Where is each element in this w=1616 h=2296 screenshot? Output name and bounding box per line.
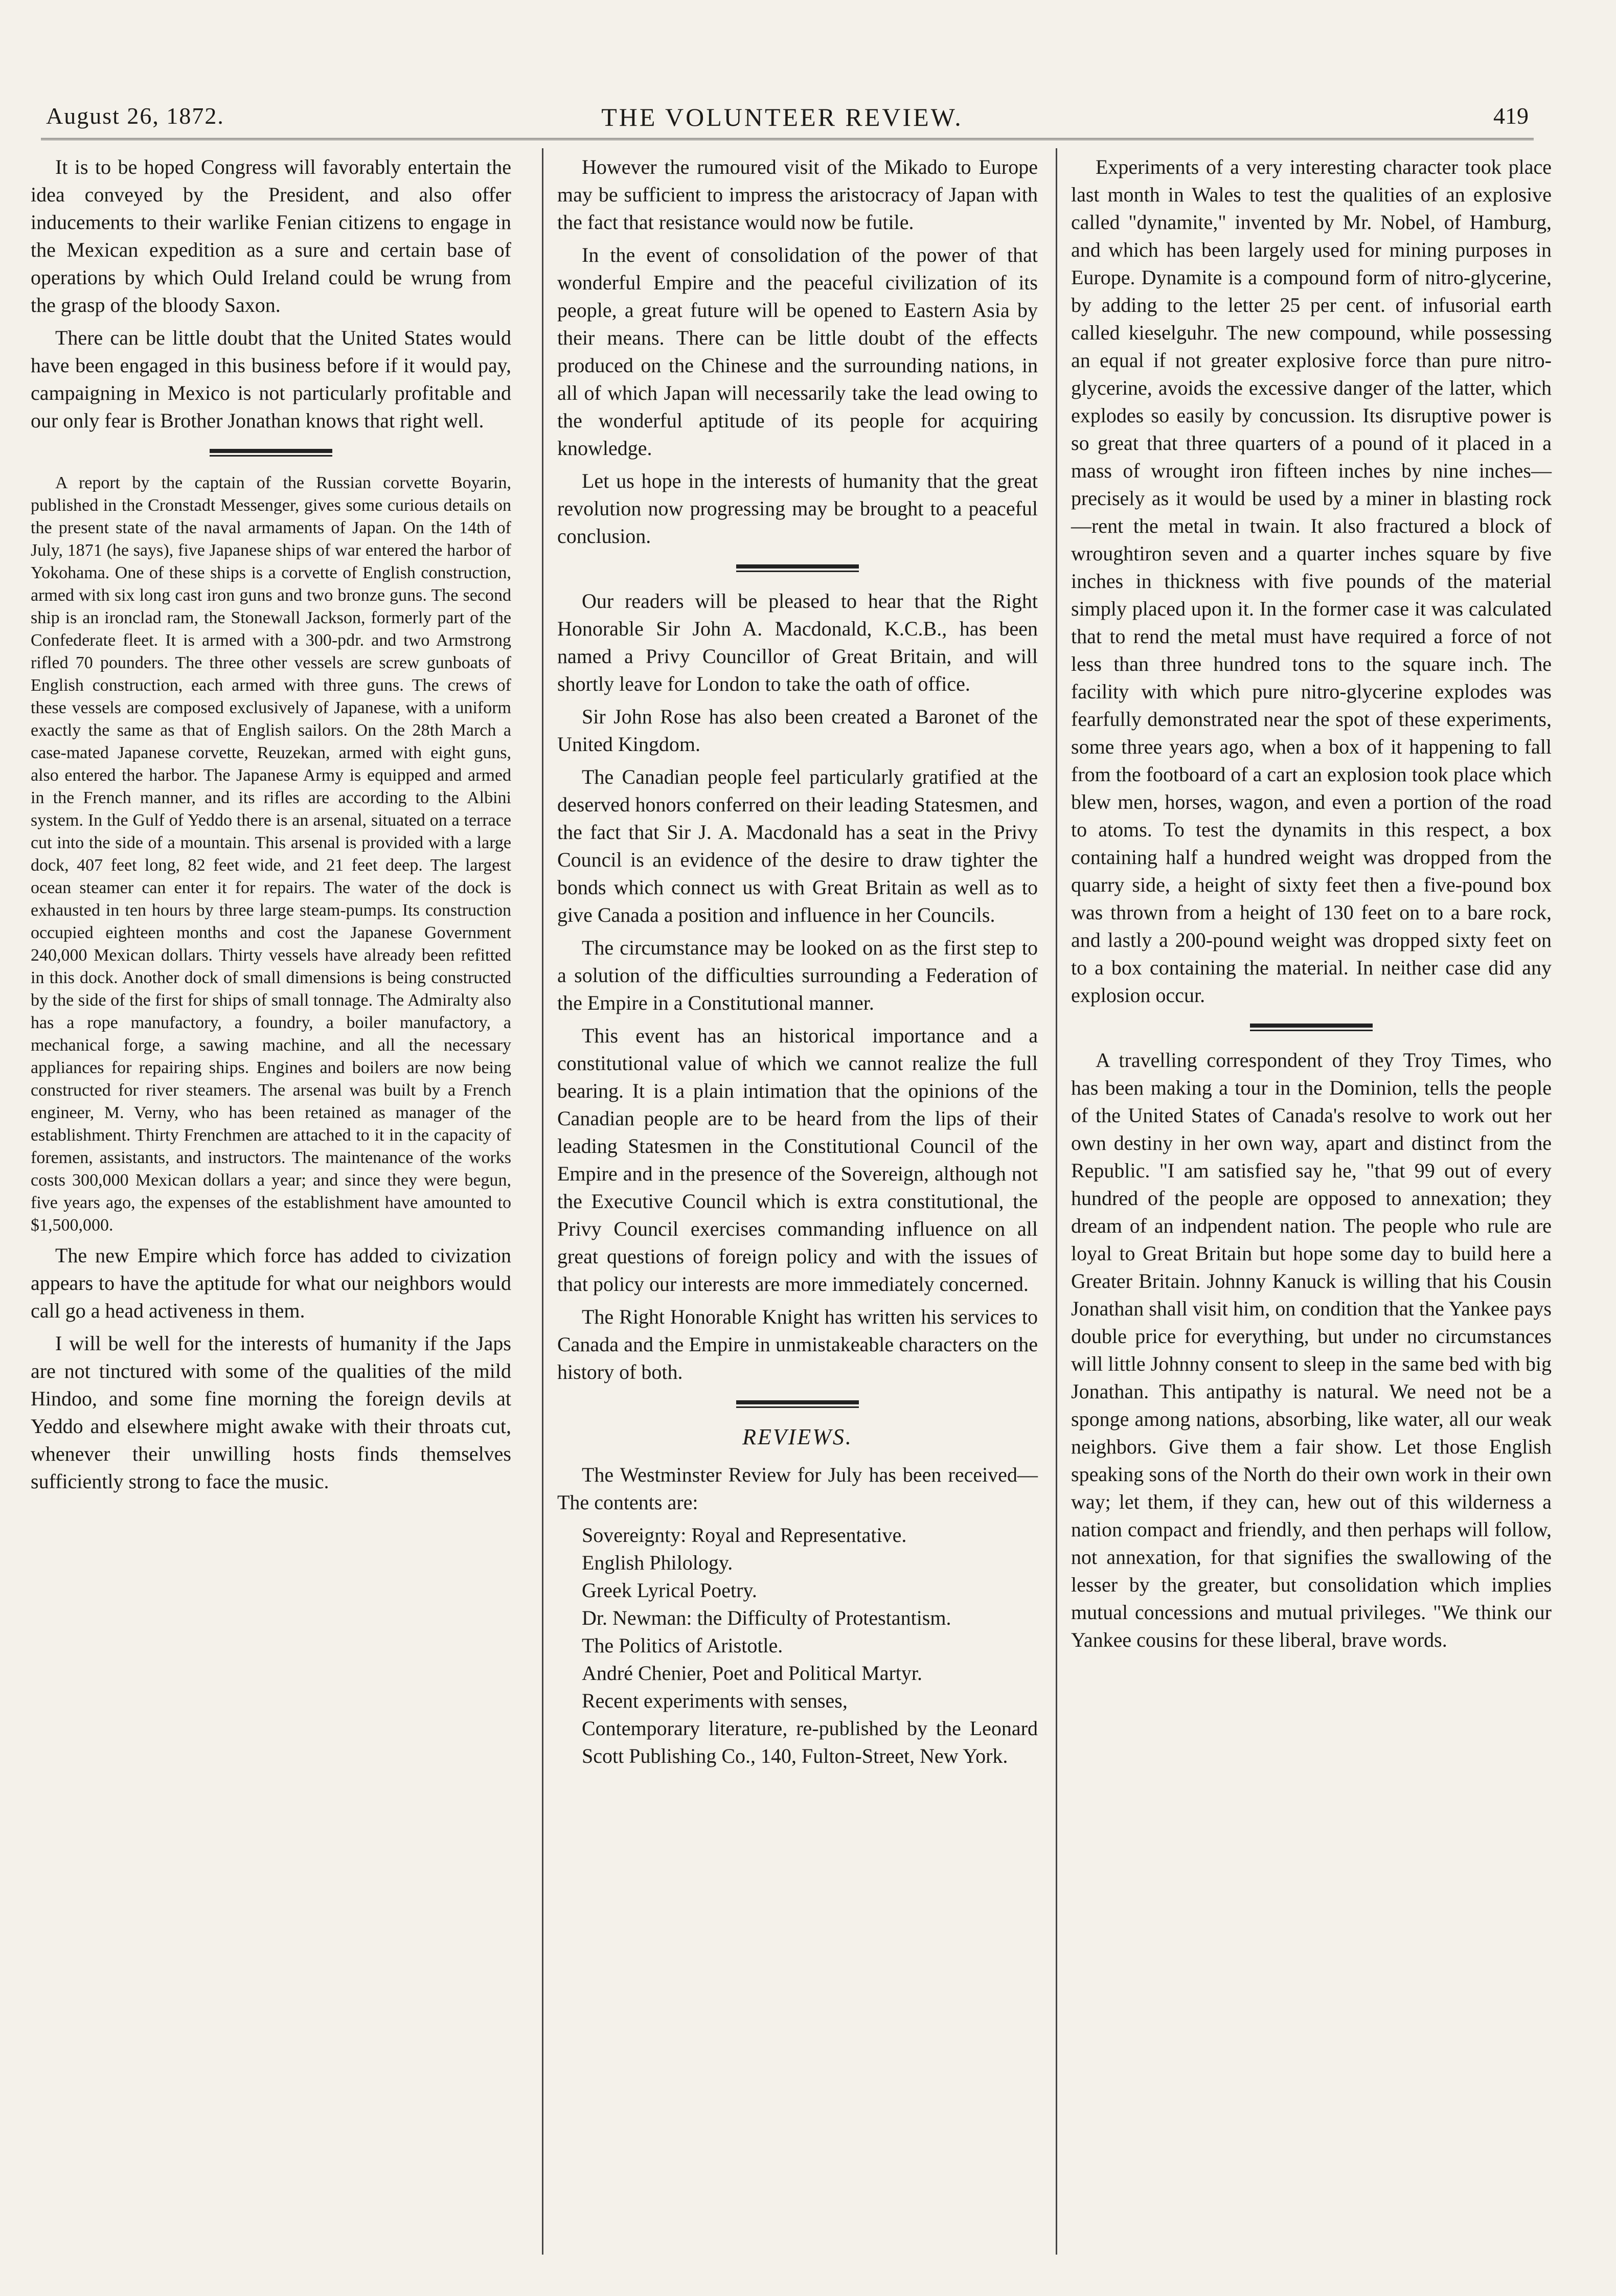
newspaper-title: THE VOLUNTEER REVIEW. — [601, 103, 963, 131]
paragraph: Experiments of a very interesting character took place last month in Wales to test the qualities of an explosive called "dynamite," invented by Mr. Nobel, of Hamburg, and which has been largely used for mining purposes in Europe. Dynamite is a compound form of nitro-glycerine, by adding to the letter 25 per cent. of infusorial earth called kieselguhr. The new compound, while possessing an equal if not greater explosive force than pure nitro-glycerine, avoids the excessive danger of the latter, which explodes so easily by concussion. Its disruptive power is so great that three quarters of a pound of it placed in a mass of wrought iron fifteen inches by nine inches—precisely as it would be used by a miner in blasting rock—rent the metal in twain. It also fractured a block of wroughtiron seven and a quarter inches square by five inches in thickness with five pounds of the material simply placed upon it. In the former case it was calculated that to rend the metal must have required a force of not less than three hundred tons to the square inch. The facility with which pure nitro-glycerine explodes was fearfully demonstrated near the spot of these experiments, some three years ago, when a box of it happening to fall from the footboard of a cart an explosion took place which blew men, horses, wagon, and even a portion of the road to atoms. To test the dynamits in this respect, a box containing half a hundred weight was dropped from the quarry side, a height of sixty feet then a five-pound box was thrown from a height of 130 feet on to a bare rock, and lastly a 200-pound weight was dropped sixty feet on to a box containing the material. In neither case did any explosion occur. — [1071, 155, 1552, 1007]
paragraph: The circumstance may be looked on as the first step to a solution of the difficulties surrounding a Federation of the Empire in a Constitutional manner. — [557, 936, 1038, 1014]
paragraph: However the rumoured visit of the Mikado to Europe may be sufficient to impress the aristocracy of Japan with the fact that resistance would now be futile. — [557, 155, 1038, 234]
paragraph: There can be little doubt that the United States would have been engaged in this business before if it would pay, campaigning in Mexico is not particularly profitable and our only fear is Brother Jonathan knows that right well. — [31, 326, 511, 432]
header-rule — [41, 138, 1534, 140]
paragraph: This event has an historical importance and a constitutional value of which we cannot realize the full bearing. It is a plain intimation that the opinions of the Canadian people are to be heard from the lips of their leading Statesmen in the Constitutional Council of the Empire and in the presence of the Sovereign, although not the Executive Council which is extra constitutional, the Privy Council exercises commanding influence on all great questions of foreign policy and with the issues of that policy our interests are more immediately concerned. — [557, 1024, 1038, 1295]
list-item: The Politics of Aristotle. — [582, 1634, 783, 1657]
paragraph: It is to be hoped Congress will favorably entertain the idea conveyed by the President, and also offer inducements to their warlike Fenian citizens to engage in the Mexican expedition as a sure and certain base of operations by which Ould Ireland could be wrung from the grasp of the bloody Saxon. — [31, 155, 511, 316]
paragraph: A report by the captain of the Russian corvette Boyarin, published in the Cronstadt Messenger, gives some curious details on the present state of the naval armaments of Japan. On the 14th of July, 1871 (he says), five Japanese ships of war entered the harbor of Yokohama. One of these ships is a corvette of English construction, armed with six long cast iron guns and two bronze guns. The second ship is an ironclad ram, the Stonewall Jackson, formerly part of the Confederate fleet. It is armed with a 300-pdr. and two Armstrong rifled 70 pounders. The three other vessels are screw gunboats of English construction, each armed with three guns. The crews of these vessels are composed exclusively of Japanese, with a uniform exactly the same as that of English sailors. On the 28th March a case-mated Japanese corvette, Reuzekan, armed with eight guns, also entered the harbor. The Japanese Army is equipped and armed in the French manner, and its rifles are according to the Albini system. In the Gulf of Yeddo there is an arsenal, situated on a terrace cut into the side of a mountain. This arsenal is provided with a large dock, 407 feet long, 82 feet wide, and 21 feet deep. The largest ocean steamer can enter it for repairs. The water of the dock is exhausted in ten hours by three large steam-pumps. Its construction occupied eighteen months and cost the Japanese Government 240,000 Mexican dollars. Thirty vessels have already been refitted in this dock. Another dock of small dimensions is being constructed by the side of the first for ships of small tonnage. The Admiralty also has a rope manufactory, a foundry, a boiler manufactory, a mechanical forge, a sawing machine, and all the necessary appliances for repairing ships. Engines and boilers are now being constructed for river steamers. The arsenal was built by a French engineer, M. Verny, who has been retained as manager of the establishment. Thirty Frenchmen are attached to it in the capacity of foremen, assistants, and instructors. The maintenance of the works costs 300,000 Mexican dollars a year; and since they were begun, five years ago, the expenses of the establishment have amounted to $1,500,000. — [31, 473, 511, 1235]
section-separator — [736, 564, 859, 572]
column-1 — [31, 153, 511, 2275]
paragraph: Let us hope in the interests of humanity that the great revolution now progressing may be brought to a peaceful conclusion. — [557, 469, 1038, 548]
list-item: Dr. Newman: the Difficulty of Protestantism. — [582, 1606, 951, 1629]
page-header — [36, 102, 1529, 138]
paragraph: The new Empire which force has added to civization appears to have the aptitude for what our neighbors would call go a head activeness in them. — [31, 1244, 511, 1322]
column-divider — [1056, 148, 1057, 2255]
reviews-contents-list — [557, 1521, 1038, 1770]
list-item: Greek Lyrical Poetry. — [582, 1579, 757, 1602]
list-item: Contemporary literature, re-published by the Leonard Scott Publishing Co., 140, Fulton-Street, New York. — [582, 1717, 1038, 1767]
section-separator — [1250, 1024, 1373, 1031]
list-item: André Chenier, Poet and Political Martyr. — [582, 1662, 923, 1685]
list-item: Sovereignty: Royal and Representative. — [582, 1524, 907, 1547]
reviews-heading: REVIEWS. — [742, 1424, 853, 1449]
paragraph: Sir John Rose has also been created a Baronet of the United Kingdom. — [557, 705, 1038, 756]
section-separator — [736, 1400, 859, 1408]
issue-date: August 26, 1872. — [46, 103, 224, 129]
paragraph: In the event of consolidation of the power of that wonderful Empire and the peaceful civilization of its people, a great future will be opened to Eastern Asia by their means. There can be little doubt of the effects produced on the Chinese and the surrounding nations, in all of which Japan will necessarily take the lead owing to the wonderful aptitude of its people for acquiring knowledge. — [557, 243, 1038, 460]
list-item: English Philology. — [582, 1551, 733, 1574]
paragraph: The Westminster Review for July has been received—The contents are: — [557, 1463, 1038, 1514]
list-item: Recent experiments with senses, — [582, 1689, 848, 1712]
page-number: 419 — [1493, 103, 1529, 129]
column-divider — [542, 148, 543, 2255]
paragraph: A travelling correspondent of they Troy Times, who has been making a tour in the Dominion, tells the people of the United States of Canada's resolve to work out her own destiny in her own way, apart and distinct from the Republic. "I am satisfied say he, "that 99 out of every hundred of the people are opposed to annexation; they dream of an indpendent nation. The people who rule are loyal to Great Britain but hope some day to build here a Greater Britain. Johnny Kanuck is willing that his Cousin Jonathan shall visit him, on condition that the Yankee pays double price for everything, but under no circumstances will little Johnny consent to sleep in the same bed with big Jonathan. This antipathy is natural. We need not be a sponge among nations, absorbing, like water, all our weak neighbors. Give them a fair show. Let those English speaking sons of the North do their own work in their own way; let them, if they can, hew out of this wilderness a nation compact and friendly, and then perhaps will follow, not annexation, for that signifies the swallowing of the lesser by the greater, but consolidation which implies mutual concessions and mutual privileges. "We think our Yankee cousins for these liberal, brave words. — [1071, 1049, 1552, 1651]
column-3 — [1071, 153, 1552, 2275]
paragraph: The Right Honorable Knight has written his services to Canada and the Empire in unmistakeable characters on the history of both. — [557, 1305, 1038, 1383]
column-2 — [557, 153, 1038, 2275]
section-separator — [210, 449, 332, 457]
paragraph: I will be well for the interests of humanity if the Japs are not tinctured with some of the qualities of the mild Hindoo, and some fine morning the foreign devils at Yeddo and elsewhere might awake with their throats cut, whenever their unwilling hosts finds themselves sufficiently strong to face the music. — [31, 1332, 511, 1493]
paragraph: The Canadian people feel particularly gratified at the deserved honors conferred on their leading Statesmen, and the fact that Sir J. A. Macdonald has a seat in the Privy Council is an evidence of the desire to draw tighter the bonds which connect us with Great Britain as well as to give Canada a position and influence in her Councils. — [557, 765, 1038, 926]
paragraph: Our readers will be pleased to hear that the Right Honorable Sir John A. Macdonald, K.C.B., has been named a Privy Councillor of Great Britain, and will shortly leave for London to take the oath of office. — [557, 589, 1038, 695]
